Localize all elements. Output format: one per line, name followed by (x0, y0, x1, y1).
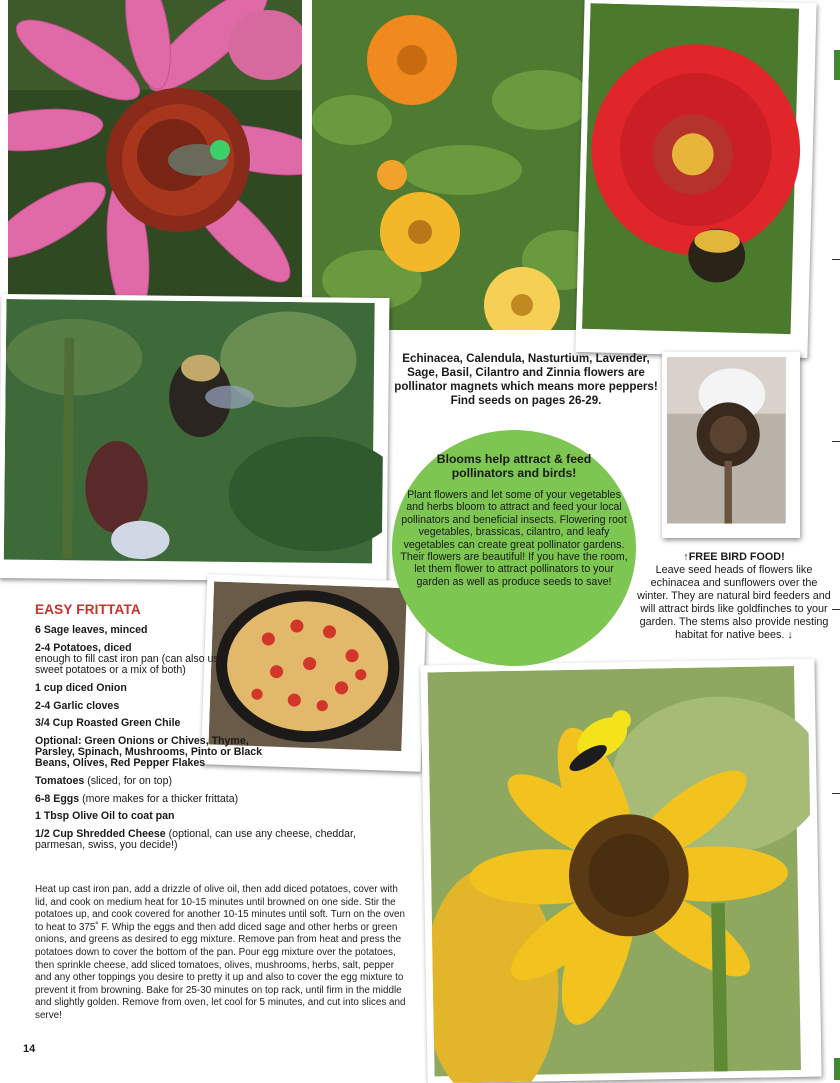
edge-tick (832, 441, 840, 442)
arrow-down-icon: ↓ (787, 629, 793, 641)
edge-tab (834, 1058, 840, 1080)
snowy-seedhead-photo (662, 352, 800, 538)
ingredient: Optional: Green Onions or Chives, Thyme, Parsley, Spinach, Mushrooms, Pinto or Black Beans, Olives, Red Pepper Flakes (35, 734, 263, 770)
bird-food-callout (634, 551, 834, 642)
recipe-directions: Heat up cast iron pan, add a drizzle of olive oil, then add diced potatoes, cover with lid, and cook on medium heat for 10-15 minutes until browned on one side. Stir the potatoes up, and cook covered for another 10-15 minutes until soft. Turn on the oven to heat to 375˚ F. Whip the eggs and then add diced sage and other herbs or green onions, and greens as desired to egg mixture. Remove pan from heat and press the potatoes down to cover the bottom of the pan. Pour egg mixture over the potatoes, then sprinkle cheese, add sliced tomatoes, olives, mushrooms, herbs, salt, pepper and any other toppings you desire to pretty it up and also to cover the egg mixture to prevent it from browning. Bake for 25-30 minutes on top rack, until firm in the middle and slightly golden. Remove from oven, let cool for 5 minutes, and cut into slices and serve! (35, 884, 406, 1021)
page-number: 14 (23, 1043, 36, 1055)
ingredient: 1 cup diced Onion (35, 681, 127, 694)
edge-tick (832, 259, 840, 260)
frittata-recipe (35, 602, 410, 858)
arrow-up-icon: ↑ (683, 551, 689, 563)
bird-food-body: Leave seed heads of flowers like echinacea and sunflowers over the winter. They are natural bird feeders and will attract birds like goldfinches to your garden. The stems also provide nesting habitat for native bees. (637, 564, 831, 641)
ingredient: 2-4 Garlic cloves (35, 699, 120, 712)
eggplant-bumblebee-photo (0, 294, 389, 582)
photo-caption: Echinacea, Calendula, Nasturtium, Lavender, Sage, Basil, Cilantro and Zinnia flowers are pollinator magnets which means more peppers! Find seeds on pages 26-29. (394, 352, 658, 407)
blooms-body: Plant flowers and let some of your vegetables and herbs bloom to attract and feed your local pollinators and beneficial insects. Flowering root vegetables, brassicas, cilantro, and leafy vegetables can create great pollinator gardens. Their flowers are beautiful! If you have the room, let them flower to attract pollinators to your garden as well as produce seeds to save! (400, 489, 628, 588)
blooms-title: Blooms help attract & feed pollinators and birds! (436, 452, 592, 480)
goldfinch-sunflower-photo (420, 659, 821, 1083)
edge-tab (834, 50, 840, 80)
echinacea-bee-photo (8, 0, 302, 300)
ingredient: 3/4 Cup Roasted Green Chile (35, 717, 181, 730)
edge-tick (832, 793, 840, 794)
recipe-title: EASY FRITTATA (35, 602, 141, 617)
zinnia-bee-photo (575, 0, 816, 358)
ingredient: 6 Sage leaves, minced (35, 624, 148, 636)
bird-food-title: FREE BIRD FOOD! (688, 551, 785, 563)
ingredient: 1/2 Cup Shredded Cheese (optional, can use any cheese, cheddar, parmesan, swiss, you decide!) (35, 828, 356, 852)
ingredient: 2-4 Potatoes, diced enough to fill cast iron pan (can also use sweet potatoes or a mix of both) (35, 641, 225, 677)
blooms-callout (392, 430, 636, 666)
calendula-photo (312, 0, 594, 330)
ingredient: 1 Tbsp Olive Oil to coat pan (35, 810, 175, 823)
ingredient: 6-8 Eggs (more makes for a thicker frittata) (35, 792, 239, 805)
ingredient: Tomatoes (sliced, for on top) (35, 775, 172, 788)
